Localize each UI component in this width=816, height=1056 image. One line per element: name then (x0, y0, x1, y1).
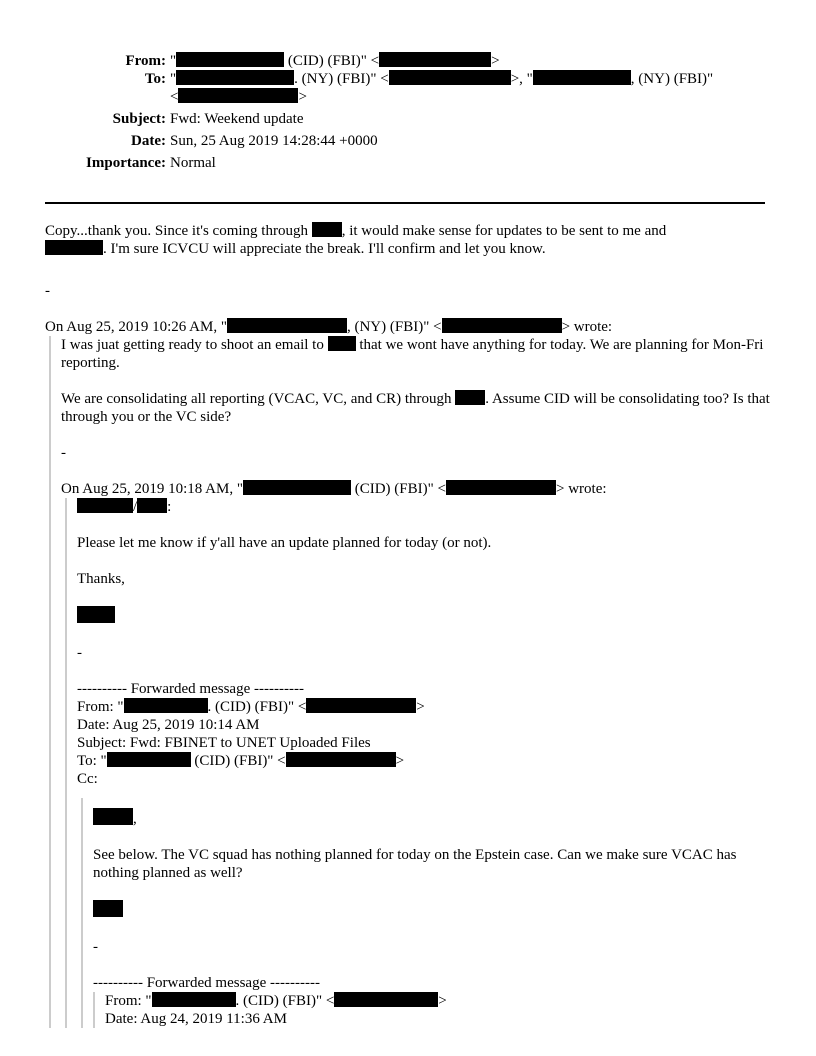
redaction (77, 498, 133, 513)
from-value: " (CID) (FBI)" < > (170, 53, 500, 69)
subject-value: Fwd: Weekend update (170, 111, 304, 127)
quote2-signature (77, 606, 775, 626)
quote1-paragraph-1: I was juat getting ready to shoot an email to that we wont have anything for today. We are planning for Mon-Fri reporting. (61, 337, 764, 371)
redaction (533, 70, 631, 85)
importance-label: Importance: (86, 155, 166, 171)
from-row (0, 52, 816, 70)
quote1-paragraph-2: We are consolidating all reporting (VCAC, VC, and CR) through . Assume CID will be consolidating too? Is that through you or the VC side? (61, 391, 770, 425)
subject-row (0, 110, 816, 128)
quote2-thanks: Thanks, (77, 571, 125, 587)
quote3-dash: - (93, 939, 98, 955)
redaction (93, 900, 123, 917)
redaction (389, 70, 511, 85)
to-value: " . (NY) (FBI)" < >, " , (NY) (FBI)" < > (170, 71, 714, 105)
fwd2-from: From: " . (CID) (FBI)" < > (105, 993, 447, 1009)
fwd2-date: Date: Aug 24, 2019 11:36 AM (105, 1011, 287, 1027)
redaction (152, 992, 236, 1007)
redaction (176, 52, 284, 67)
date-value: Sun, 25 Aug 2019 14:28:44 +0000 (170, 133, 378, 149)
fwd1-date: Date: Aug 25, 2019 10:14 AM (77, 717, 260, 733)
redaction (446, 480, 556, 495)
forwarded-header-1: ---------- Forwarded message ---------- (77, 681, 304, 697)
quote3-signature (93, 900, 775, 920)
header-divider (45, 202, 765, 204)
redaction (124, 698, 208, 713)
quote1-intro: On Aug 25, 2019 10:26 AM, " , (NY) (FBI)" < > wrote: (45, 319, 613, 335)
quote2-intro: On Aug 25, 2019 10:18 AM, " (CID) (FBI)" < > wrote: (61, 481, 607, 497)
redaction (45, 240, 103, 255)
redaction (312, 222, 342, 237)
message-body (45, 222, 775, 1028)
redaction (178, 88, 298, 103)
fwd1-cc: Cc: (77, 771, 98, 787)
redaction (328, 336, 356, 351)
quote1-dash: - (61, 445, 66, 461)
fwd1-to: To: " (CID) (FBI)" < > (77, 753, 405, 769)
redaction (379, 52, 491, 67)
reply-paragraph: Copy...thank you. Since it's coming through , it would make sense for updates to be sent to me and . I'm sure ICVCU will appreciate the break. I'll confirm and let you know. (45, 223, 667, 257)
redaction (286, 752, 396, 767)
quote-level-1 (49, 336, 775, 1028)
date-row (0, 132, 816, 150)
importance-row (0, 154, 816, 172)
redaction (77, 606, 115, 623)
signature-dash: - (45, 283, 50, 299)
fwd1-from: From: " . (CID) (FBI)" < > (77, 699, 425, 715)
redaction (93, 808, 133, 825)
quote-level-2 (65, 498, 775, 1028)
redaction (442, 318, 562, 333)
date-label: Date: (131, 133, 166, 149)
redaction (334, 992, 438, 1007)
redaction (176, 70, 294, 85)
forwarded-header-2: ---------- Forwarded message ---------- (93, 975, 320, 991)
quote-level-3 (81, 798, 775, 1028)
quote2-salutation: / : (77, 498, 775, 516)
to-label: To: (144, 71, 166, 87)
redaction (243, 480, 351, 495)
importance-value: Normal (170, 155, 216, 171)
quote2-paragraph: Please let me know if y'all have an update planned for today (or not). (77, 535, 492, 551)
subject-label: Subject: (112, 111, 166, 127)
fwd1-subject: Subject: Fwd: FBINET to UNET Uploaded Files (77, 735, 371, 751)
quote2-dash: - (77, 645, 82, 661)
quote3-salutation: , (93, 798, 775, 828)
quote3-paragraph: See below. The VC squad has nothing planned for today on the Epstein case. Can we make sure VCAC has nothing planned as well? (93, 847, 737, 881)
redaction (306, 698, 416, 713)
from-label: From: (125, 53, 166, 69)
redaction (137, 498, 167, 513)
redaction (227, 318, 347, 333)
quote-level-4 (93, 992, 775, 1028)
redaction (107, 752, 191, 767)
email-header (0, 52, 816, 172)
redaction (455, 390, 485, 405)
to-row (0, 70, 816, 106)
